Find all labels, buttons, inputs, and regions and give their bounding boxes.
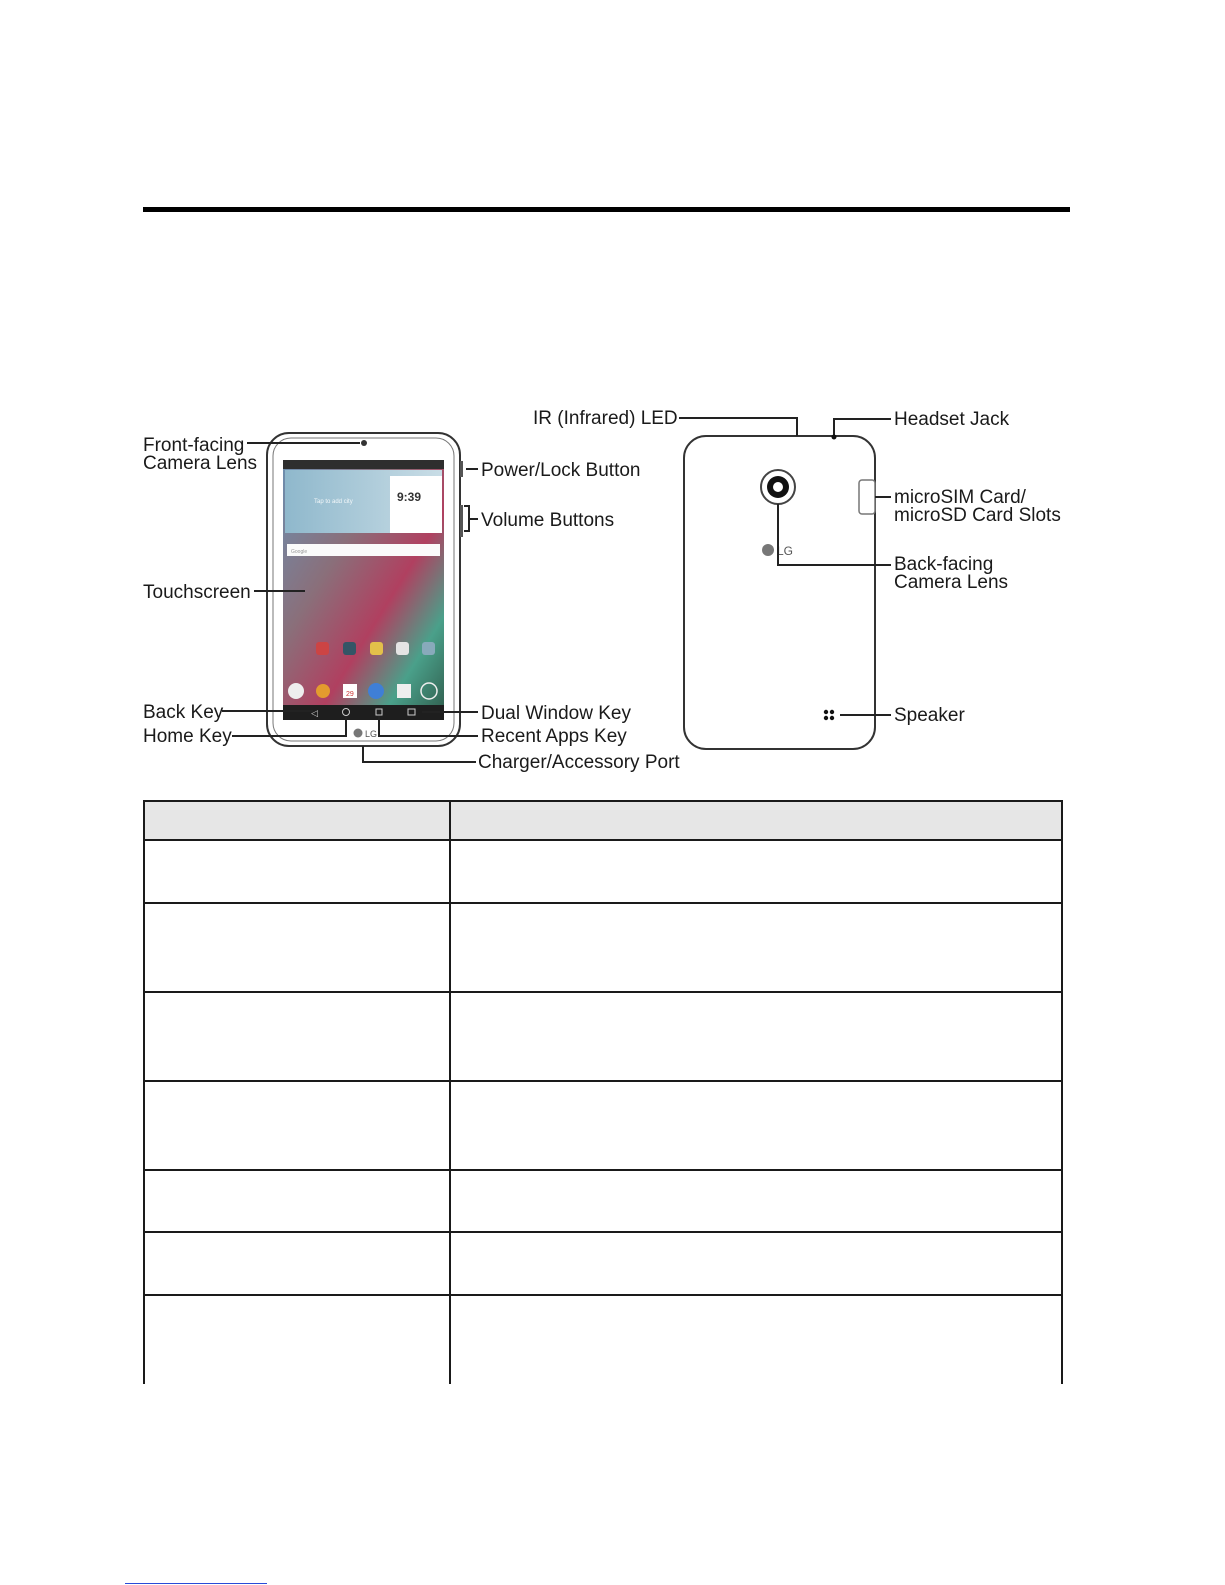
app-icon bbox=[396, 642, 409, 655]
table-row bbox=[144, 903, 1062, 992]
table-cell bbox=[450, 992, 1062, 1081]
camera-app-icon bbox=[397, 684, 411, 698]
label-back-camera-line1: Back-facing bbox=[894, 554, 994, 575]
app-icon bbox=[422, 642, 435, 655]
table-cell bbox=[450, 1232, 1062, 1295]
tablet-front bbox=[267, 433, 463, 746]
label-dual-window: Dual Window Key bbox=[481, 703, 631, 724]
browser-icon bbox=[368, 683, 384, 699]
label-headset-jack: Headset Jack bbox=[894, 409, 1010, 430]
table-cell bbox=[144, 1170, 450, 1232]
parts-table bbox=[143, 800, 1063, 1384]
header-cell-description bbox=[450, 801, 1062, 840]
table-cell bbox=[144, 840, 450, 903]
label-speaker: Speaker bbox=[894, 705, 965, 726]
table-row bbox=[144, 1232, 1062, 1295]
table-cell bbox=[144, 992, 450, 1081]
table-cell bbox=[144, 1081, 450, 1170]
table-cell bbox=[450, 903, 1062, 992]
power-lock-button bbox=[460, 461, 463, 477]
weather-prompt: Tap to add city bbox=[314, 499, 353, 505]
back-key-icon: ◁ bbox=[311, 708, 318, 718]
label-charger-port: Charger/Accessory Port bbox=[478, 752, 680, 773]
label-sim-sd-line1: microSIM Card/ bbox=[894, 487, 1026, 508]
table-cell bbox=[144, 903, 450, 992]
touchscreen-display bbox=[283, 460, 444, 720]
label-back-camera-line2: Camera Lens bbox=[894, 572, 1009, 593]
table-row bbox=[144, 1081, 1062, 1170]
label-power-lock: Power/Lock Button bbox=[481, 460, 641, 481]
table-cell bbox=[144, 1232, 450, 1295]
label-ir-led: IR (Infrared) LED bbox=[533, 408, 678, 429]
table-row bbox=[144, 1170, 1062, 1232]
lg-logo-back bbox=[762, 544, 774, 556]
app-icon bbox=[316, 642, 329, 655]
table-cell bbox=[450, 1081, 1062, 1170]
table-row bbox=[144, 840, 1062, 903]
clock-time: 9:39 bbox=[397, 490, 422, 504]
contacts-icon bbox=[288, 683, 304, 699]
label-front-camera-line1: Front-facing bbox=[143, 435, 245, 456]
footer-link-underline[interactable] bbox=[125, 1583, 267, 1584]
table-cell bbox=[450, 840, 1062, 903]
table-header-row bbox=[144, 801, 1062, 840]
label-touchscreen: Touchscreen bbox=[143, 582, 251, 603]
front-camera-dot bbox=[361, 440, 367, 446]
label-back-key: Back Key bbox=[143, 702, 224, 723]
table-row bbox=[144, 1295, 1062, 1384]
app-icon bbox=[316, 684, 330, 698]
table-cell bbox=[144, 1295, 450, 1384]
label-front-camera-line2: Camera Lens bbox=[143, 453, 258, 474]
sim-sd-slot bbox=[859, 480, 875, 514]
tablet-back bbox=[684, 436, 875, 749]
label-volume: Volume Buttons bbox=[481, 510, 615, 531]
volume-buttons bbox=[460, 505, 463, 537]
table-cell bbox=[450, 1295, 1062, 1384]
calendar-day: 29 bbox=[346, 691, 354, 698]
label-sim-sd-line2: microSD Card Slots bbox=[894, 505, 1061, 526]
label-recent-apps: Recent Apps Key bbox=[481, 726, 627, 747]
table-row bbox=[144, 992, 1062, 1081]
table-cell bbox=[450, 1170, 1062, 1232]
app-icon bbox=[343, 642, 356, 655]
label-home-key: Home Key bbox=[143, 726, 232, 747]
header-cell-part bbox=[144, 801, 450, 840]
lg-logo bbox=[354, 729, 363, 738]
app-icon bbox=[370, 642, 383, 655]
lg-logo-text: LG bbox=[365, 729, 378, 739]
search-hint: Google bbox=[291, 549, 308, 555]
search-bar bbox=[287, 544, 440, 556]
lg-logo-back-text: LG bbox=[777, 544, 794, 558]
